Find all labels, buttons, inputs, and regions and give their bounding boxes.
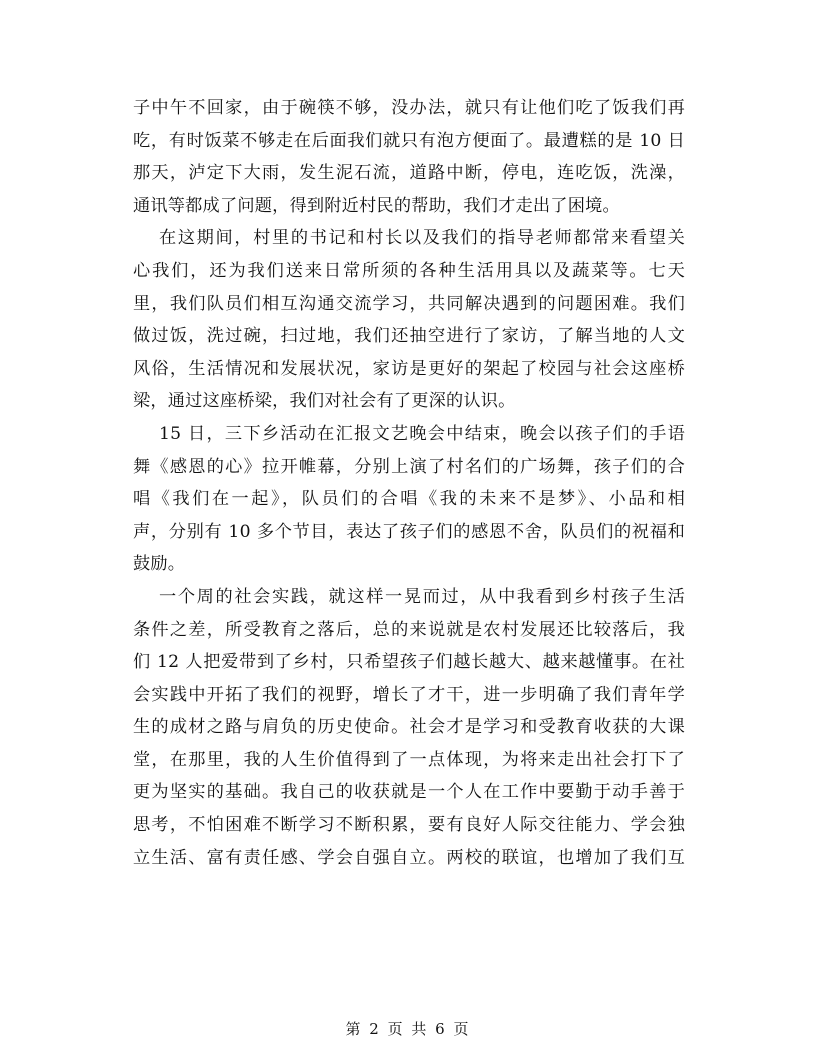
text-line: 思考，不怕困难不断学习不断积累，要有良好人际交往能力、学会独	[133, 815, 685, 836]
text-line: 舞《感恩的心》拉开帷幕，分别上演了村名们的广场舞，孩子们的合	[133, 456, 685, 477]
text-line: 唱《我们在一起》，队员们的合唱《我的未来不是梦》、小品和相	[133, 489, 685, 510]
text-line: 心我们，还为我们送来日常所须的各种生活用具以及蔬菜等。七天	[133, 260, 685, 281]
text-line: 吃，有时饭菜不够走在后面我们就只有泡方便面了。最遭糕的是 10 日	[133, 130, 685, 151]
text-line: 鼓励。	[133, 554, 186, 575]
page-number-footer: 第 2 页 共 6 页	[345, 1020, 471, 1038]
text-line: 更为坚实的基础。我自己的收获就是一个人在工作中要勤于动手善于	[133, 782, 685, 803]
text-line: 声，分别有 10 多个节目，表达了孩子们的感恩不舍，队员们的祝福和	[133, 521, 685, 542]
text-line: 那天，泸定下大雨，发生泥石流，道路中断，停电，连吃饭，洗澡，	[133, 163, 685, 184]
text-line: 一个周的社会实践，就这样一晃而过，从中我看到乡村孩子生活	[159, 586, 685, 607]
text-line: 在这期间，村里的书记和村长以及我们的指导老师都常来看望关	[159, 228, 685, 249]
text-line: 里，我们队员们相互沟通交流学习，共同解决遇到的问题困难。我们	[133, 293, 685, 314]
text-line: 生的成材之路与肩负的历史使命。社会才是学习和受教育收获的大课	[133, 717, 685, 738]
text-line: 梁，通过这座桥梁，我们对社会有了更深的认识。	[133, 391, 516, 412]
text-line: 们 12 人把爱带到了乡村，只希望孩子们越长越大、越来越懂事。在社	[133, 652, 685, 673]
body-text	[133, 92, 685, 874]
text-line: 做过饭，洗过碗，扫过地，我们还抽空进行了家访，了解当地的人文	[133, 326, 685, 347]
text-line: 15 日，三下乡活动在汇报文艺晚会中结束，晚会以孩子们的手语	[159, 423, 685, 444]
text-line: 通讯等都成了问题，得到附近村民的帮助，我们才走出了困境。	[133, 195, 620, 216]
text-line: 风俗，生活情况和发展状况，家访是更好的架起了校园与社会这座桥	[133, 358, 685, 379]
text-line: 会实践中开拓了我们的视野，增长了才干，进一步明确了我们青年学	[133, 684, 685, 705]
text-line: 立生活、富有责任感、学会自强自立。两校的联谊，也增加了我们互	[133, 847, 685, 868]
text-line: 条件之差，所受教育之落后，总的来说就是农村发展还比较落后，我	[133, 619, 685, 640]
text-line: 堂，在那里，我的人生价值得到了一点体现，为将来走出社会打下了	[133, 749, 685, 770]
text-line: 子中午不回家，由于碗筷不够，没办法，就只有让他们吃了饭我们再	[133, 98, 685, 118]
